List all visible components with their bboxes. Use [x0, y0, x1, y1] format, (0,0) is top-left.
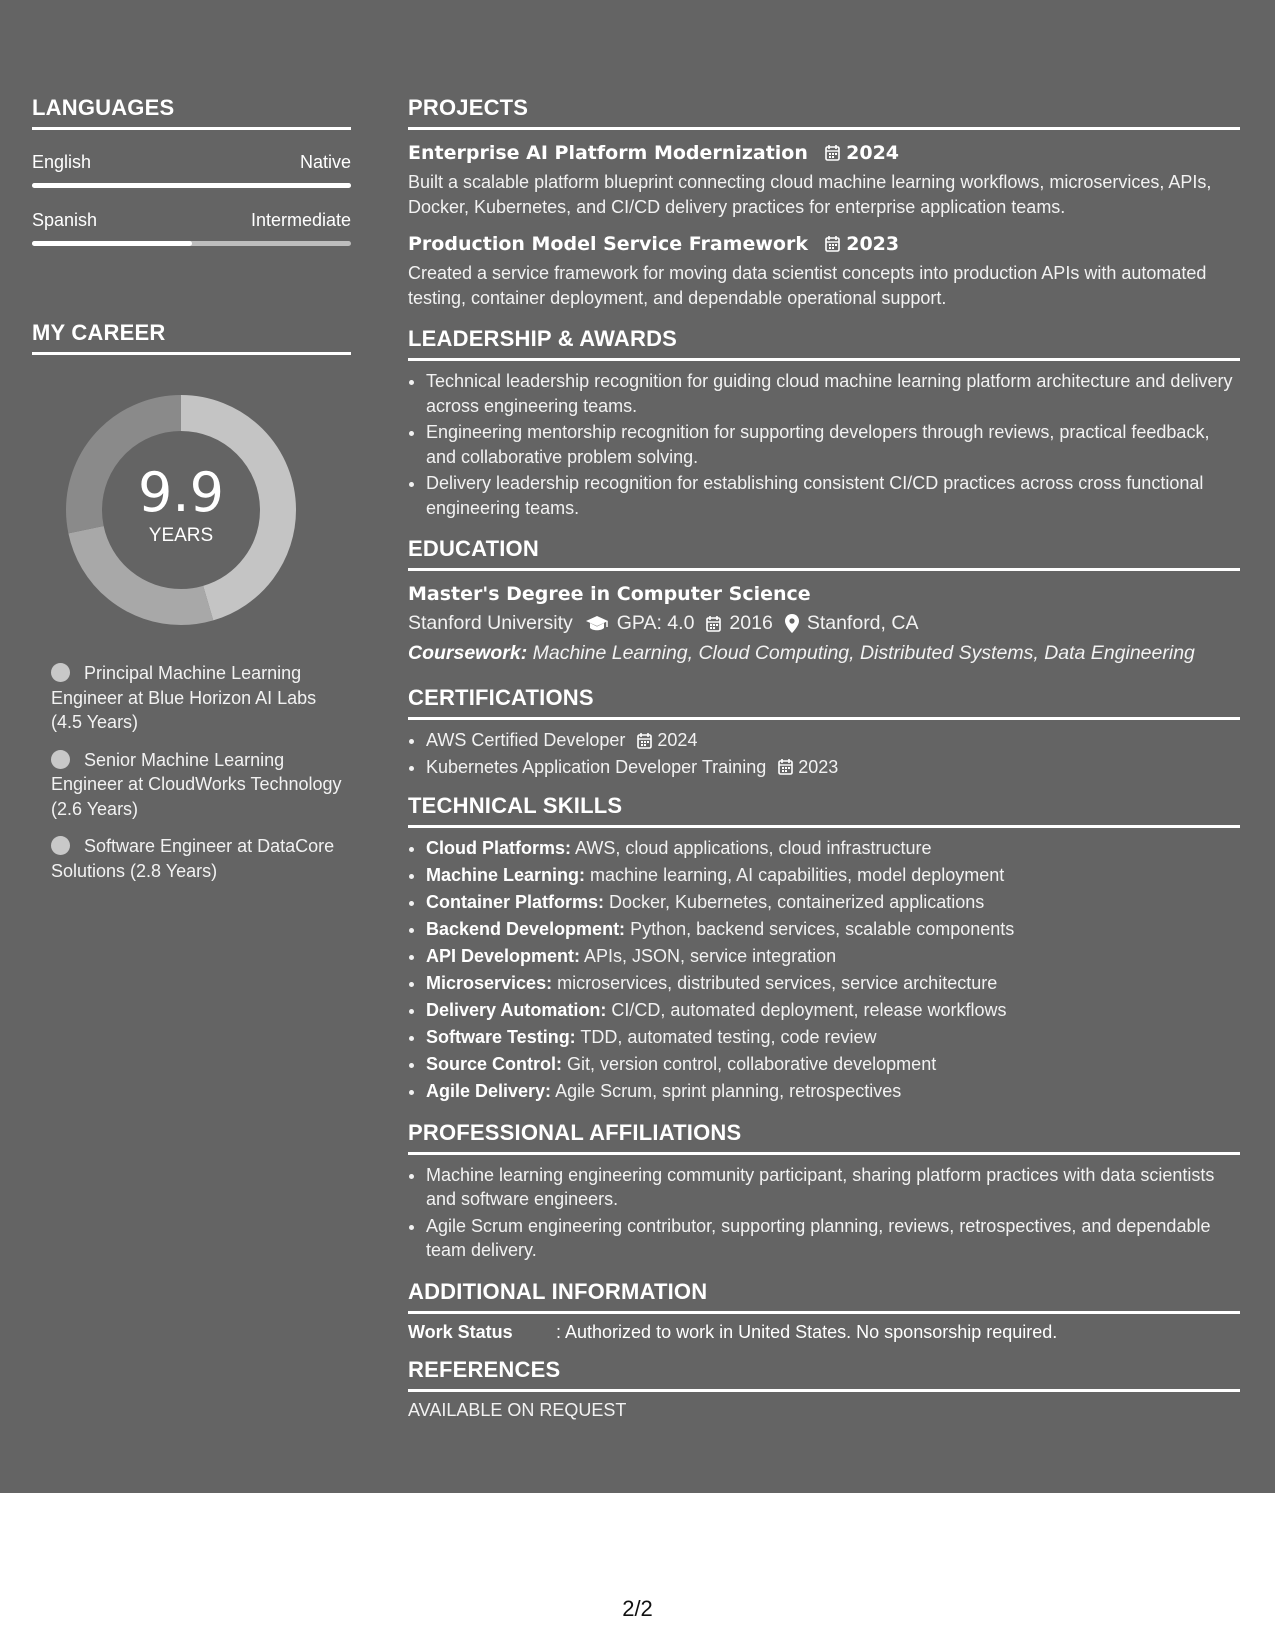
languages-section: [32, 95, 351, 246]
education-gpa: GPA: 4.0: [616, 612, 695, 634]
career-donut-chart: [66, 395, 296, 625]
skills-title: TECHNICAL SKILLS: [408, 793, 1240, 828]
calendar-icon: [825, 144, 840, 161]
graduation-cap-icon: [585, 615, 609, 633]
list-item: [426, 1052, 1240, 1077]
list-item: [426, 728, 1240, 753]
affiliations-title: PROFESSIONAL AFFILIATIONS: [408, 1120, 1240, 1155]
language-bar-fill: [32, 183, 351, 188]
skill-label: Microservices:: [426, 973, 553, 993]
education-school: Stanford University: [408, 612, 573, 634]
language-name: Spanish: [32, 210, 98, 230]
language-level: Native: [299, 152, 351, 172]
list-item: [426, 1079, 1240, 1104]
certifications-list: [408, 728, 1240, 779]
list-item: • Machine learning engineering community participant, sharing platform practices with data scientists and software engineers.: [426, 1163, 1240, 1212]
additional-section: [408, 1279, 1240, 1343]
language-row-spanish: [32, 210, 351, 231]
education-meta: [408, 612, 1240, 635]
education-title: EDUCATION: [408, 536, 1240, 571]
certifications-section: [408, 685, 1240, 779]
project-description: Created a service framework for moving data scientist concepts into production APIs with automated testing, container deployment, and dependable operational support.: [408, 263, 1207, 308]
skills-list: [408, 836, 1240, 1104]
skill-label: Source Control:: [426, 1054, 563, 1074]
skill-label: Software Testing:: [426, 1027, 576, 1047]
leadership-title: LEADERSHIP & AWARDS: [408, 326, 1240, 361]
affiliations-list: [408, 1163, 1240, 1263]
calendar-icon: [637, 732, 652, 749]
skill-value: Git, version control, collaborative development: [562, 1054, 937, 1074]
cert-year: 2024: [657, 730, 698, 750]
language-row-english: [32, 152, 351, 173]
career-years-number: 9.9: [138, 461, 224, 524]
language-bar-spanish: [32, 241, 351, 246]
career-item: [51, 748, 351, 822]
skill-value: AWS, cloud applications, cloud infrastructure: [571, 838, 932, 858]
list-item: [426, 944, 1240, 969]
skill-value: TDD, automated testing, code review: [575, 1027, 877, 1047]
coursework-label: Coursework:: [408, 642, 528, 664]
list-item: [426, 998, 1240, 1023]
career-years-label: YEARS: [148, 525, 214, 546]
location-pin-icon: [785, 614, 799, 633]
references-section: [408, 1357, 1240, 1421]
skill-label: API Development:: [426, 946, 581, 966]
list-item: • Engineering mentorship recognition for supporting developers through reviews, practical feedback, and collaborative problem solving.: [426, 420, 1240, 469]
list-item: [426, 836, 1240, 861]
page-number: 2/2: [622, 1596, 653, 1621]
list-item: • Agile Scrum engineering contributor, supporting planning, reviews, retrospectives, and dependable team delivery.: [426, 1214, 1240, 1263]
skill-label: Machine Learning:: [426, 865, 586, 885]
career-item-label: Senior Machine Learning Engineer at CloudWorks Technology (2.6 Years): [51, 749, 342, 819]
project-year: 2024: [846, 142, 900, 164]
skill-label: Delivery Automation:: [426, 1000, 607, 1020]
cert-name: • AWS Certified Developer: [426, 730, 626, 750]
references-title: REFERENCES: [408, 1357, 1240, 1392]
list-item: [426, 971, 1240, 996]
references-text: AVAILABLE ON REQUEST: [408, 1399, 627, 1420]
work-status-label: Work Status: [408, 1321, 513, 1342]
leadership-list: [408, 369, 1240, 520]
education-section: [408, 536, 1240, 665]
career-dot-icon: [51, 750, 70, 769]
project-title: [408, 140, 1240, 166]
skill-value: Python, backend services, scalable components: [625, 919, 1015, 939]
list-item: [426, 890, 1240, 915]
language-level: Intermediate: [250, 210, 351, 230]
education-coursework: [408, 642, 1240, 665]
skill-value: machine learning, AI capabilities, model deployment: [585, 865, 1005, 885]
languages-title: LANGUAGES: [32, 95, 351, 130]
calendar-icon: [778, 758, 793, 775]
list-item: [426, 917, 1240, 942]
career-dot-icon: [51, 836, 70, 855]
education-degree: Master's Degree in Computer Science: [408, 583, 811, 605]
skill-value: Docker, Kubernetes, containerized applications: [604, 892, 985, 912]
skill-value: microservices, distributed services, service architecture: [552, 973, 998, 993]
career-list: [51, 661, 351, 883]
language-bar-fill: [32, 241, 192, 246]
right-column: [408, 95, 1240, 1437]
career-item: [51, 834, 351, 883]
calendar-icon: [706, 615, 721, 632]
skill-label: Container Platforms:: [426, 892, 605, 912]
project-year: 2023: [846, 233, 900, 255]
list-item: [426, 1025, 1240, 1050]
cert-name: • Kubernetes Application Developer Training: [426, 756, 767, 777]
skills-section: [408, 793, 1240, 1104]
coursework-value: Machine Learning, Cloud Computing, Distributed Systems, Data Engineering: [527, 642, 1195, 664]
skill-label: Agile Delivery:: [426, 1081, 552, 1101]
list-item: [426, 755, 1240, 780]
career-dot-icon: [51, 663, 70, 682]
skill-value: CI/CD, automated deployment, release workflows: [606, 1000, 1007, 1020]
calendar-icon: [825, 235, 840, 252]
career-section: [32, 320, 351, 883]
list-item: [426, 863, 1240, 888]
project-name: Production Model Service Framework: [408, 233, 808, 255]
skill-label: Cloud Platforms:: [426, 838, 572, 858]
career-item-label: Software Engineer at DataCore Solutions (2.8 Years): [51, 836, 335, 881]
certifications-title: CERTIFICATIONS: [408, 685, 1240, 720]
work-status-value: : Authorized to work in United States. No sponsorship required.: [556, 1321, 1058, 1342]
project-name: Enterprise AI Platform Modernization: [408, 142, 808, 164]
list-item: • Technical leadership recognition for guiding cloud machine learning platform architecture and delivery across engineering teams.: [426, 369, 1240, 418]
language-name: English: [32, 152, 92, 172]
skill-label: Backend Development:: [426, 919, 626, 939]
project-description: Built a scalable platform blueprint connecting cloud machine learning workflows, microservices, APIs, Docker, Kubernetes, and CI/CD delivery practices for enterprise application teams.: [408, 172, 1212, 217]
skill-value: Agile Scrum, sprint planning, retrospectives: [551, 1081, 902, 1101]
projects-title: PROJECTS: [408, 95, 1240, 130]
work-status-row: [408, 1322, 1240, 1343]
projects-section: [408, 95, 1240, 310]
career-item: [51, 661, 351, 735]
additional-title: ADDITIONAL INFORMATION: [408, 1279, 1240, 1314]
education-year: 2016: [729, 612, 773, 634]
language-bar-english: [32, 183, 351, 188]
education-location: Stanford, CA: [806, 612, 919, 634]
career-title: MY CAREER: [32, 320, 351, 355]
project-title: [408, 231, 1240, 257]
leadership-section: [408, 326, 1240, 520]
donut-center: [66, 395, 296, 625]
list-item: • Delivery leadership recognition for establishing consistent CI/CD practices across cross functional engineering teams.: [426, 471, 1240, 520]
cert-year: 2023: [798, 756, 839, 777]
skill-value: APIs, JSON, service integration: [580, 946, 837, 966]
career-item-label: Principal Machine Learning Engineer at Blue Horizon AI Labs (4.5 Years): [51, 663, 317, 732]
left-column: [32, 95, 351, 896]
affiliations-section: [408, 1120, 1240, 1263]
